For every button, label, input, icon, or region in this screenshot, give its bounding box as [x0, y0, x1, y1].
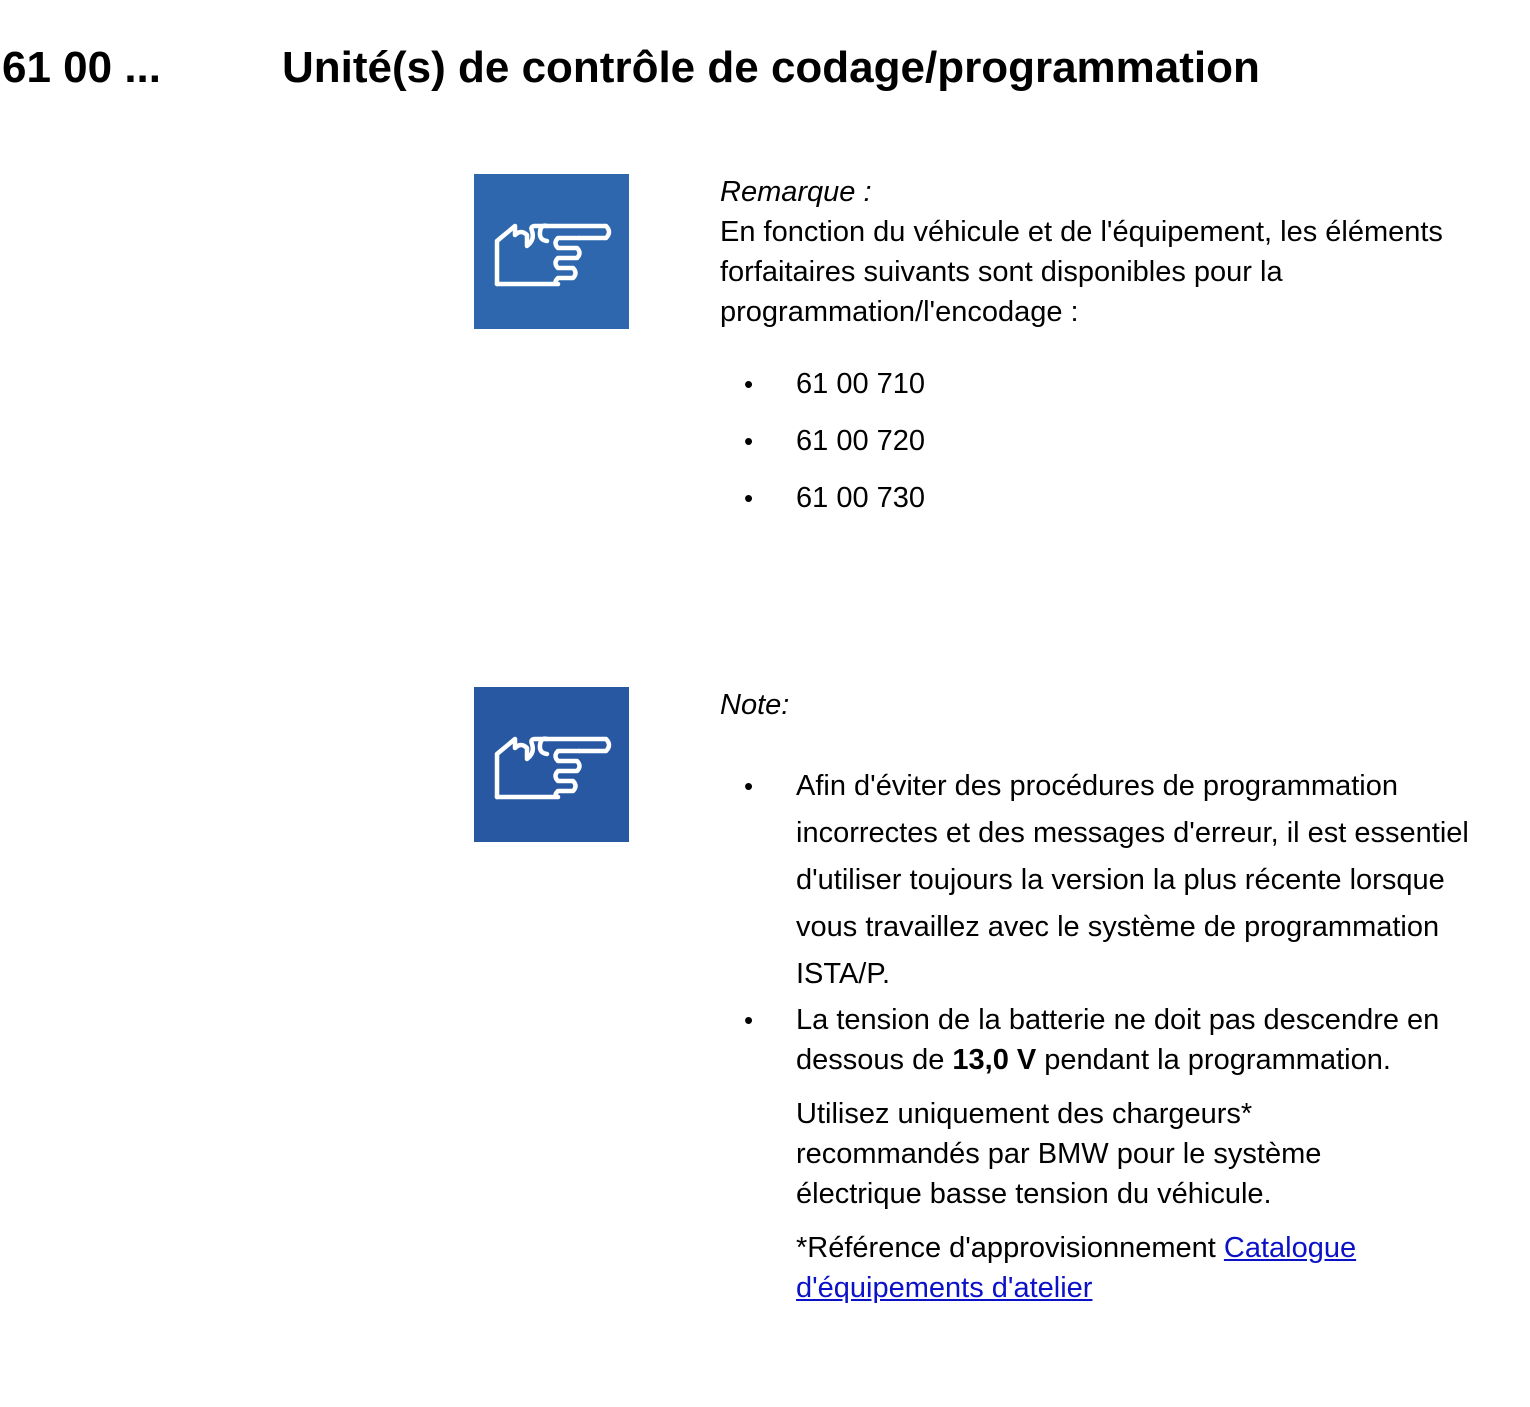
note-list — [720, 763, 1510, 1308]
note-block — [720, 685, 1510, 1308]
note-bullet-text: Afin d'éviter des procédures de programmation incorrectes et des messages d'erreur, il est essentiel d'utiliser toujours la version la plus récente lorsque vous travaillez avec le système de programmation ISTA/P. — [796, 770, 1469, 990]
remarque-block — [720, 172, 1510, 535]
section-code: 61 00 ... — [2, 43, 162, 92]
list-item — [720, 478, 1510, 535]
note-label: Note: — [720, 689, 790, 721]
bullet-dot: • — [744, 483, 754, 513]
page-title: Unité(s) de contrôle de codage/programmation — [282, 43, 1260, 92]
bullet-dot: • — [744, 1005, 754, 1035]
remarque-text: En fonction du véhicule et de l'équipement, les éléments forfaitaires suivants sont disponibles pour la programmation/l'encodage : — [720, 216, 1443, 328]
battery-text-suffix: pendant la programmation. — [1036, 1044, 1391, 1076]
bullet-dot: • — [744, 771, 754, 801]
reference-text — [796, 1228, 1436, 1308]
code-item: 61 00 710 — [796, 368, 926, 400]
list-item — [720, 364, 1510, 421]
code-item: 61 00 730 — [796, 482, 926, 514]
bullet-dot: • — [744, 369, 754, 399]
list-item — [720, 1000, 1510, 1308]
voltage-value: 13,0 V — [952, 1044, 1037, 1076]
pointing-hand-icon — [474, 174, 629, 329]
chargers-text: Utilisez uniquement des chargeurs* recommandés par BMW pour le système électrique basse tension du véhicule. — [796, 1098, 1322, 1210]
battery-text-prefix: La tension de la batterie ne doit pas descendre en dessous de — [796, 1004, 1440, 1076]
bullet-dot: • — [744, 426, 754, 456]
code-list — [720, 364, 1510, 535]
workshop-catalog-link[interactable]: Catalogue d'équipements d'atelier — [796, 1232, 1357, 1304]
list-item — [720, 421, 1510, 478]
list-item — [720, 763, 1476, 998]
pointing-hand-icon — [474, 687, 629, 842]
code-item: 61 00 720 — [796, 425, 926, 457]
remarque-label: Remarque : — [720, 176, 872, 208]
reference-prefix: *Référence d'approvisionnement — [796, 1232, 1224, 1264]
